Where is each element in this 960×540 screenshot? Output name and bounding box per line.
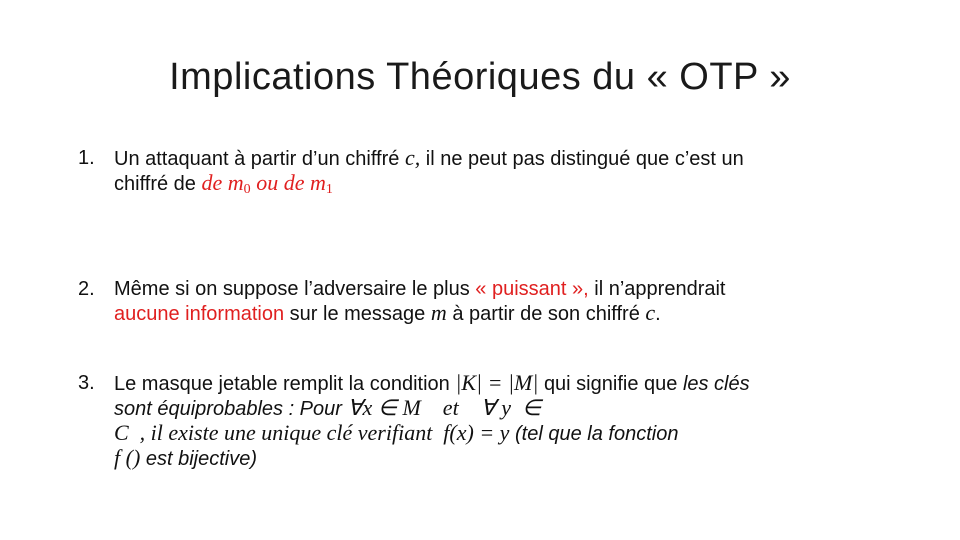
item-line [114, 421, 914, 446]
item-line [114, 371, 914, 396]
text: . [655, 303, 661, 325]
math-message: m [430, 300, 447, 325]
text: Un attaquant à partir d’un chiffré [114, 148, 400, 170]
item-line [114, 301, 914, 326]
item-number: 2. [78, 278, 95, 300]
text: qui signifie que [543, 373, 678, 395]
math-m0: de $m_0$ [201, 170, 251, 197]
item-line [114, 277, 914, 301]
text-italic: est bijective) [145, 448, 257, 470]
text-highlight: aucune information [114, 303, 285, 325]
item-line [114, 171, 914, 202]
math-cipher: c, [404, 145, 421, 170]
math-quantifiers: ∀x ∈ M et ∀ y ∈ [347, 395, 542, 420]
text: il ne peut pas distingué que c’est un [425, 148, 744, 170]
slide-title: Implications Théoriques du « OTP » [169, 56, 791, 98]
item-body [114, 146, 914, 202]
math-cipher: c [645, 300, 656, 325]
item-line [114, 446, 914, 471]
text: sur le message [289, 303, 426, 325]
text: il n’apprendrait [594, 278, 726, 300]
text-italic: (tel que la fonction [515, 423, 679, 445]
item-line [114, 146, 914, 171]
text-highlight: « puissant », [475, 278, 589, 300]
text: Même si on suppose l’adversaire le plus [114, 278, 470, 300]
text: Le masque jetable remplit la condition [114, 373, 450, 395]
item-number: 1. [78, 147, 95, 169]
math-m1: ou de $m_1$ [256, 170, 333, 197]
math-function: f () [114, 445, 141, 470]
item-number: 3. [78, 372, 95, 394]
text: chiffré de [114, 173, 196, 195]
item-body [114, 277, 914, 326]
text-italic: sont équiprobables : Pour [114, 398, 342, 420]
item-line [114, 396, 914, 421]
item-body [114, 371, 914, 471]
math-condition: |K| = |M| [455, 370, 539, 395]
math-statement: C , il existe une unique clé verifiant f(x) = y [114, 420, 510, 445]
text: à partir de son chiffré [452, 303, 640, 325]
text-italic: les clés [682, 373, 750, 395]
